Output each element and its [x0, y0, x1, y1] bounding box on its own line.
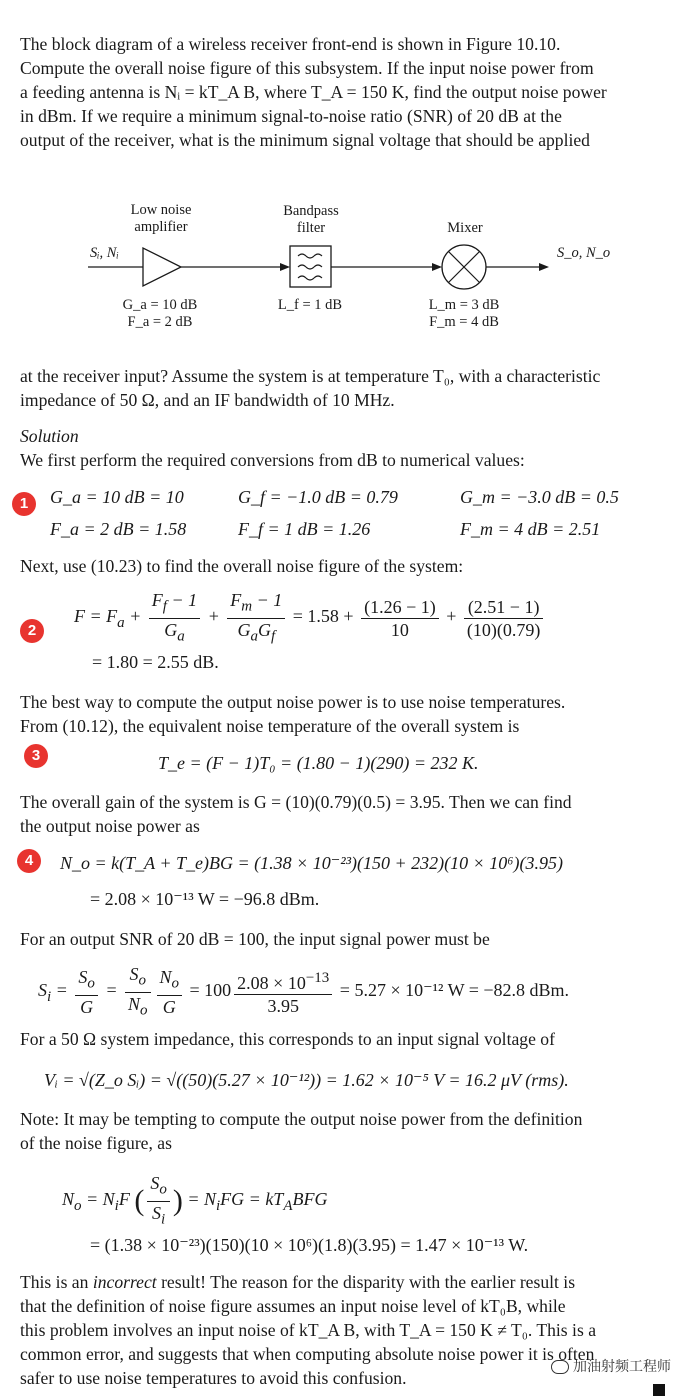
bandpass-filter-symbol	[290, 246, 331, 287]
problem-line-6: at the receiver input? Assume the system is at temperature T₀, with a characteristic	[20, 366, 601, 386]
si-result: = 5.27 × 10⁻¹² W = −82.8 dBm.	[339, 980, 570, 1001]
conv-ff: F_f = 1 dB = 1.26	[238, 519, 371, 539]
problem-line-1: The block diagram of a wireless receiver front-end is shown in Figure 10.10.	[20, 34, 561, 54]
lna-params: G_a = 10 dB F_a = 2 dB	[122, 297, 198, 330]
step-badge-3: 3	[24, 744, 48, 768]
volt-text: For a 50 Ω system impedance, this corresponds to an input signal voltage of	[20, 1029, 555, 1049]
final-emphasis: incorrect	[92, 1272, 157, 1292]
final-line-1c: result! The reason for the disparity with the earlier result is	[156, 1272, 576, 1292]
amplifier-symbol	[143, 248, 181, 286]
block-diagram	[0, 190, 691, 350]
problem-line-3: a feeding antenna is Nᵢ = kT_A B, where T_A = 150 K, find the output noise power	[20, 82, 607, 102]
vi-equation: Vᵢ = √(Z_o Sᵢ) = √((50)(5.27 × 10⁻¹²)) = 1.62 × 10⁻⁵ V = 16.2 μV (rms).	[44, 1070, 569, 1090]
final-line-5: safer to use noise temperatures to avoid this confusion.	[20, 1368, 407, 1388]
best-way-line-1: The best way to compute the output noise power is to use noise temperatures.	[20, 692, 566, 712]
mixer-params: L_m = 3 dB F_m = 4 dB	[428, 297, 500, 330]
gain-line-2: the output noise power as	[20, 816, 200, 836]
final-line-1	[20, 1270, 575, 1294]
note-line-2: of the noise figure, as	[20, 1133, 172, 1153]
step-badge-2: 2	[20, 619, 44, 643]
si-equation: $S_i$ = $\frac{S_o}{G}$ = $\frac{S_o}{N_o}$ $\frac{N_o}{G}$ = 100 $\frac{2.08 \times 10^{-13}}{3.95}$ = 5.27 × 10⁻¹² W = −82.8 dBm.	[38, 964, 570, 1019]
nf-formula: $F = F_a$ + $\frac{F_f - 1}{G_a}$ + $\frac{F_m - 1}{G_aG_f}$ = 1.58 + $\frac{(1.26 - 1)}{10}$ + $\frac{(2.51 - 1)}{(10)(0.79)}$	[74, 589, 546, 647]
next-text: Next, use (10.23) to find the overall noise figure of the system:	[20, 556, 464, 576]
conv-fa: F_a = 2 dB = 1.58	[50, 519, 187, 539]
problem-line-4: in dBm. If we require a minimum signal-to-noise ratio (SNR) of 20 dB at the	[20, 106, 562, 126]
snr-text: For an output SNR of 20 dB = 100, the input signal power must be	[20, 929, 490, 949]
conv-ga: G_a = 10 dB = 10	[50, 487, 184, 507]
input-label: Sᵢ, Nᵢ	[90, 245, 119, 261]
watermark	[551, 1356, 671, 1376]
output-label: S_o, N_o	[557, 245, 611, 261]
final-line-2: that the definition of noise figure assumes an input noise level of kT₀B, while	[20, 1296, 566, 1316]
no-equation-1: N_o = k(T_A + T_e)BG = (1.38 × 10⁻²³)(150 + 232)(10 × 10⁶)(3.95)	[60, 853, 564, 873]
mixer-title: Mixer	[447, 220, 483, 236]
step-badge-1: 1	[12, 492, 36, 516]
conv-gf: G_f = −1.0 dB = 0.79	[238, 487, 398, 507]
note-line-1: Note: It may be tempting to compute the output noise power from the definition	[20, 1109, 583, 1129]
final-line-1a: This is an	[20, 1272, 93, 1292]
corner-mark	[653, 1384, 665, 1396]
nf-result: = 1.80 = 2.55 dB.	[92, 652, 219, 672]
step-badge-4: 4	[17, 849, 41, 873]
te-equation: T_e = (F − 1)T₀ = (1.80 − 1)(290) = 232 K.	[158, 753, 479, 773]
problem-line-7: impedance of 50 Ω, and an IF bandwidth of 10 MHz.	[20, 390, 395, 410]
solution-intro: We first perform the required conversions from dB to numerical values:	[20, 450, 525, 470]
problem-line-5: output of the receiver, what is the minimum signal voltage that should be applied	[20, 130, 590, 150]
note-equation-1: $N_o = N_iF$ ( $\frac{S_o}{S_i}$ ) = $N_iFG = kT_ABFG$	[62, 1173, 328, 1228]
solution-heading: Solution	[20, 426, 79, 446]
problem-line-2: Compute the overall noise figure of this subsystem. If the input noise power from	[20, 58, 594, 78]
final-line-3: this problem involves an input noise of kT_A B, with T_A = 150 K ≠ T₀. This is a	[20, 1320, 596, 1340]
final-line-4: common error, and suggests that when computing absolute noise power it is often	[20, 1344, 595, 1364]
wechat-icon	[551, 1360, 569, 1374]
conv-gm: G_m = −3.0 dB = 0.5	[460, 487, 619, 507]
lna-title: Low noise amplifier	[130, 202, 192, 235]
filter-params: L_f = 1 dB	[277, 297, 343, 313]
gain-line-1: The overall gain of the system is G = (10)(0.79)(0.5) = 3.95. Then we can find	[20, 792, 572, 812]
note-equation-2: = (1.38 × 10⁻²³)(150)(10 × 10⁶)(1.8)(3.95) = 1.47 × 10⁻¹³ W.	[90, 1235, 529, 1255]
no-equation-2: = 2.08 × 10⁻¹³ W = −96.8 dBm.	[90, 889, 320, 909]
filter-title: Bandpass filter	[283, 203, 339, 236]
watermark-text: 加油射频工程师	[573, 1359, 671, 1375]
conv-fm: F_m = 4 dB = 2.51	[460, 519, 601, 539]
best-way-line-2: From (10.12), the equivalent noise temperature of the overall system is	[20, 716, 520, 736]
